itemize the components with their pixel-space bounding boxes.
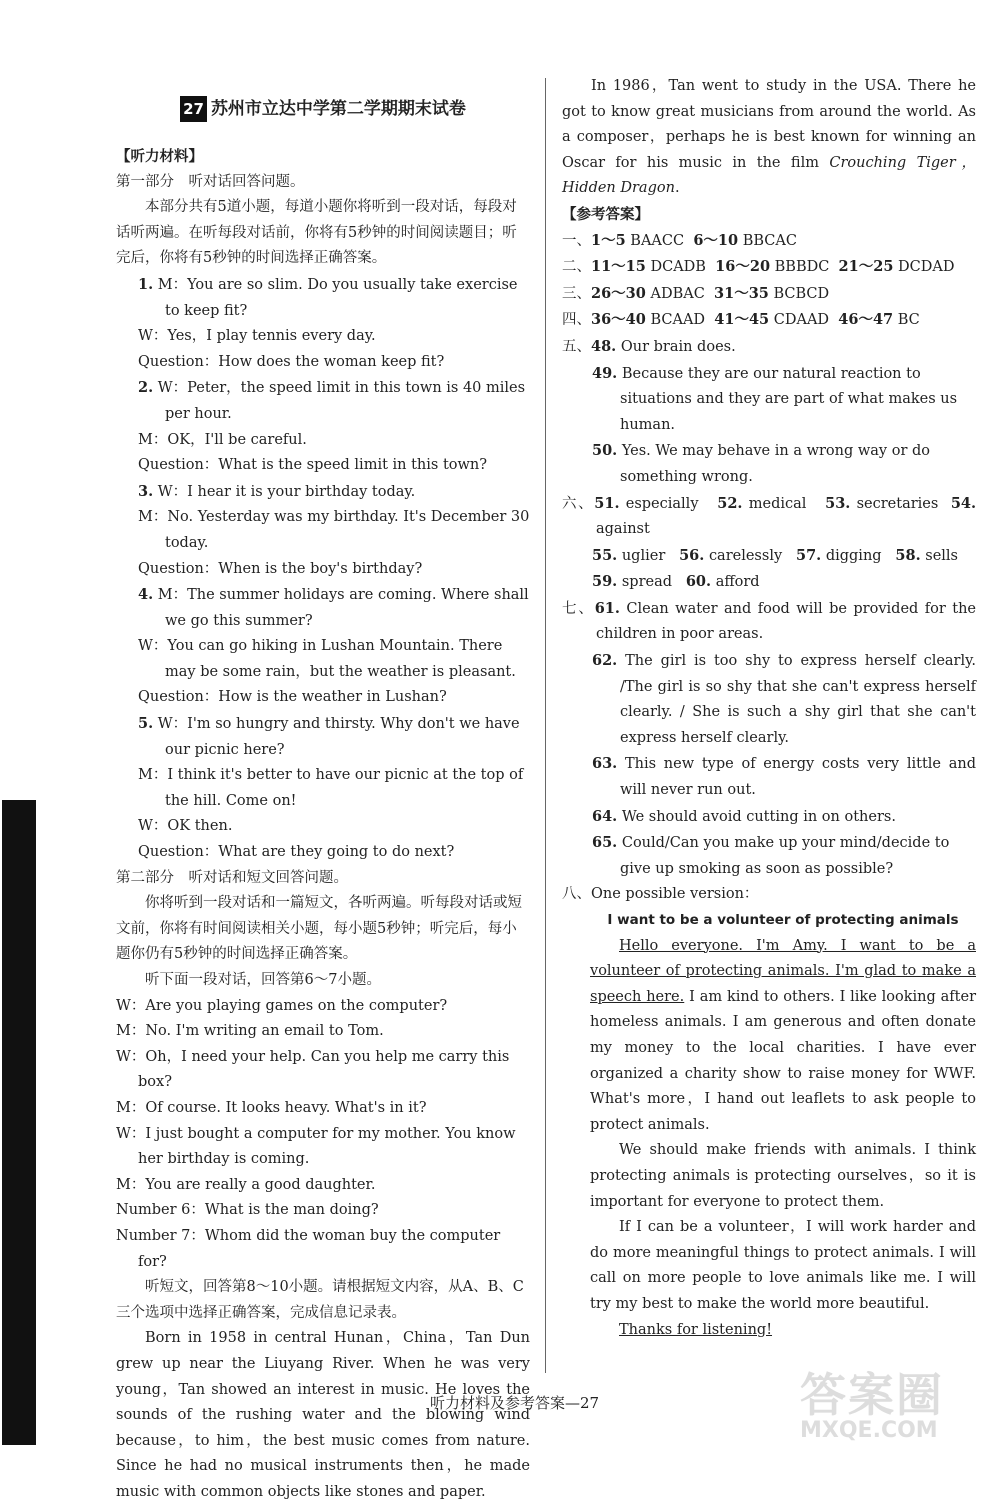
- dialog-line: M：You are really a good daughter.: [116, 1176, 376, 1193]
- essay-paragraph-1: Hello everyone. I'm Amy. I want to be a volunteer of protecting animals. I'm glad to make a speech here. I am kind to others. I like looking after homeless animals. I am generous and often donate my money to the local charities. I have ever organized a charity show to raise money for WWF. What's more，I hand out leaflets to ask people to protect animals.: [590, 937, 976, 1133]
- essay-title: I want to be a volunteer of protecting animals: [607, 912, 959, 928]
- item-3-line-1: 3. W：I hear it is your birthday today.: [138, 482, 416, 500]
- part1-items: [116, 272, 530, 866]
- dialog-line: W：I just bought a computer for my mother. You know her birthday is coming.: [116, 1125, 516, 1168]
- dialog-question: Number 6：What is the man doing?: [116, 1202, 379, 1219]
- essay-paragraph-3: If I can be a volunteer，I will work harder and do more meaningful things to protect animals. I will call on more people to love animals like me. I will try my best to make the world more beautiful.: [590, 1219, 976, 1312]
- item-2-question: Question：What is the speed limit in this town?: [138, 457, 488, 474]
- passage-intro: 听短文，回答第8～10小题。请根据短文内容，从A、B、C三个选项中选择正确答案，完成信息记录表。: [116, 1279, 524, 1321]
- item-5-question: Question：What are they going to do next?: [138, 844, 455, 861]
- essay-paragraph-2: We should make friends with animals. I think protecting animals is protecting ourselves，so it is important for everyone to protect them.: [590, 1142, 976, 1210]
- item-4-line-2: W：You can go hiking in Lushan Mountain. There may be some rain，but the weather is pleasant.: [138, 638, 516, 680]
- answers-row-3: 三、26～30 ADBAC 31～35 BCBCD: [562, 284, 830, 302]
- dialog-question: Number 7：Whom did the woman buy the computer for?: [116, 1227, 501, 1270]
- item-3-line-2: M：No. Yesterday was my birthday. It's December 30 today.: [138, 509, 530, 551]
- item-5-line-2: M：I think it's better to have our picnic at the top of the hill. Come on!: [138, 767, 524, 809]
- left-column: [116, 72, 530, 1505]
- item-5-line-1: 5. W：I'm so hungry and thirsty. Why don't we have our picnic here?: [138, 715, 520, 758]
- answer-65: 65. Could/Can you make up your mind/decide to give up smoking as soon as possible?: [592, 834, 950, 877]
- answers-header: 【参考答案】: [562, 205, 649, 223]
- item-4-line-1: 4. M：The summer holidays are coming. Where shall we go this summer?: [138, 586, 529, 629]
- item-5-line-3: W：OK then.: [138, 818, 233, 835]
- answer-63: 63. This new type of energy costs very little and will never run out.: [592, 755, 976, 799]
- essay-closing: Thanks for listening!: [619, 1321, 773, 1338]
- answers-row-5-48: 五、48. Our brain does.: [562, 337, 736, 355]
- paper-title: [116, 96, 530, 122]
- item-2-line-2: M：OK，I'll be careful.: [138, 431, 307, 448]
- essay: [562, 908, 976, 1343]
- part2-intro: 你将听到一段对话和一篇短文，各听两遍。听每段对话或短文前，你将有时间阅读相关小题，每小题5秒钟；听完后，每小题你仍有5秒钟的时间选择正确答案。: [116, 895, 522, 963]
- answer-62: 62. The girl is too shy to express herself clearly. /The girl is so shy that she can't express herself clearly. / She is such a shy girl that she can't express herself clearly.: [592, 652, 977, 746]
- item-1-line-1: 1. M：You are so slim. Do you usually take exercise to keep fit?: [138, 275, 518, 319]
- answers-row-6-cont-2: 59. spread 60. afford: [592, 573, 760, 591]
- passage-paragraph-2: In 1986，Tan went to study in the USA. There he got to know great musicians from around the world. As a composer，perhaps he is best known for winning an Oscar for his music in the film Crouching Tiger，Hidden Dragon.: [562, 78, 976, 197]
- right-column: [562, 74, 976, 1343]
- film-title: Crouching Tiger，Hidden Dragon: [562, 154, 976, 197]
- item-1-question: Question：How does the woman keep fit?: [138, 353, 445, 370]
- answers-row-8: 八、One possible version：: [562, 886, 759, 903]
- answer-64: 64. We should avoid cutting in on others.: [592, 807, 896, 825]
- answer-49: 49. Because they are our natural reaction to situations and they are part of what makes us human.: [592, 364, 958, 433]
- part2-heading: 第二部分 听对话和短文回答问题。: [116, 869, 348, 886]
- answer-61: 七、61. Clean water and food will be provided for the children in poor areas.: [562, 599, 977, 643]
- item-2-line-1: 2. W：Peter，the speed limit in this town is 40 miles per hour.: [138, 379, 526, 422]
- dialog-line: M：Of course. It looks heavy. What's in it?: [116, 1099, 427, 1116]
- item-4-question: Question：How is the weather in Lushan?: [138, 689, 447, 706]
- watermark-logo: 答案圈 MXQE.COM: [800, 1368, 944, 1443]
- paper-number-badge: 27: [180, 96, 207, 122]
- answers-row-1: 一、1～5 BAACC 6～10 BBCAC: [562, 231, 797, 249]
- answer-50: 50. Yes. We may behave in a wrong way or do something wrong.: [592, 442, 931, 485]
- page-edge: [0, 0, 30, 1445]
- dialog-line: W：Are you playing games on the computer?: [116, 997, 448, 1014]
- passage-paragraph-1: Born in 1958 in central Hunan，China，Tan Dun grew up near the Liuyang River. When he was very young，Tan showed an interest in music. He loves the sounds of the rushing water and the blowing wind because，to him，the best music comes from nature. Since he had no musical instruments then，he made music with common objects like stones and paper.: [116, 1330, 530, 1500]
- part1-intro: 本部分共有5道小题，每道小题你将听到一段对话，每段对话听两遍。在听每段对话前，你将有5秒钟的时间阅读题目；听完后，你将有5秒钟的时间选择正确答案。: [116, 199, 517, 267]
- dialog-intro: 听下面一段对话，回答第6～7小题。: [145, 972, 381, 988]
- answers-row-2: 二、11～15 DCADB 16～20 BBBDC 21～25 DCDAD: [562, 258, 955, 276]
- dialog-line: M：No. I'm writing an email to Tom.: [116, 1023, 384, 1040]
- item-3-question: Question：When is the boy's birthday?: [138, 560, 423, 577]
- page-footer: 听力材料及参考答案—27: [430, 1394, 600, 1412]
- part1-heading: 第一部分 听对话回答问题。: [116, 173, 305, 190]
- answers-row-4: 四、36～40 BCAAD 41～45 CDAAD 46～47 BC: [562, 311, 920, 329]
- item-1-line-2: W：Yes，I play tennis every day.: [138, 328, 376, 345]
- dialog-line: W：Oh，I need your help. Can you help me carry this box?: [116, 1048, 510, 1091]
- column-divider: [545, 78, 546, 1373]
- scan-shadow-bar: [2, 800, 36, 1445]
- answers-row-6: 六、51. especially 52. medical 53. secretaries 54. against: [562, 494, 977, 538]
- paper-title-text: 苏州市立达中学第二学期期末试卷: [210, 99, 466, 119]
- answers-row-6-cont: 55. uglier 56. carelessly 57. digging 58. sells: [592, 546, 958, 564]
- listening-header: 【听力材料】: [116, 148, 203, 165]
